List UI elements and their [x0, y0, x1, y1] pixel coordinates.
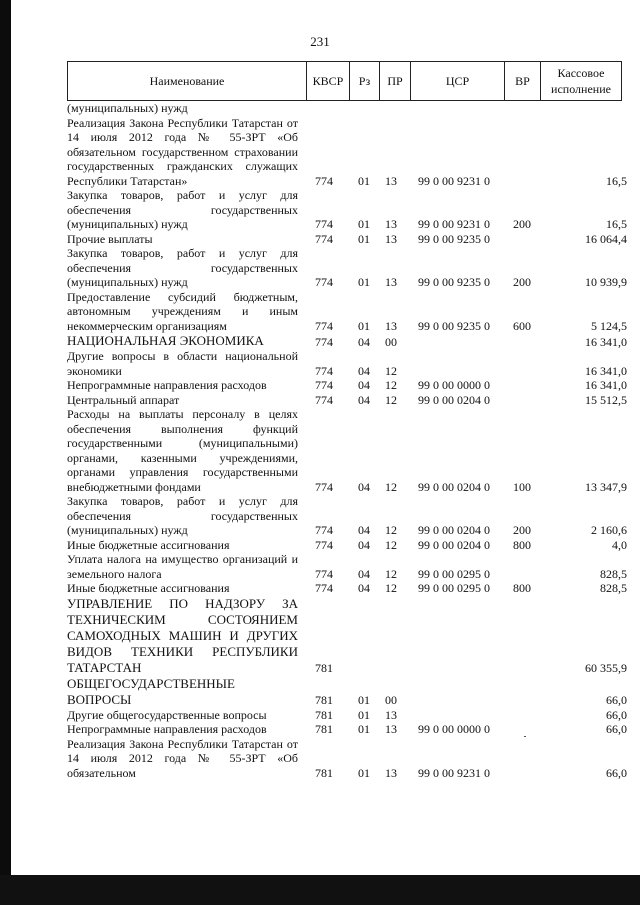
row-kvsr: 774	[315, 334, 333, 349]
row-name: Закупка товаров, работ и услуг для обеспечения государственных (муниципальных) нужд	[67, 188, 298, 231]
row-kvsr: 774	[315, 363, 333, 378]
row-amount: 16,5	[606, 217, 627, 231]
row-pr: 12	[385, 566, 397, 581]
row-csr: 99 0 00 9231 0	[418, 217, 490, 231]
row-csr: 99 0 00 9231 0	[418, 765, 490, 780]
row-vr: 200	[513, 217, 531, 231]
row-rz: 01	[358, 275, 370, 289]
row-csr: 99 0 00 9231 0	[418, 173, 490, 188]
table-row	[67, 708, 627, 723]
row-pr: 13	[385, 231, 397, 246]
row-pr: 13	[385, 217, 397, 231]
row-amount: 60 355,9	[585, 661, 627, 675]
row-pr: 12	[385, 479, 397, 494]
row-csr: 99 0 00 0295 0	[418, 581, 490, 595]
row-kvsr: 774	[315, 318, 333, 333]
header-rz: Рз	[350, 62, 380, 100]
table-row	[67, 393, 627, 408]
row-csr: 99 0 00 9235 0	[418, 231, 490, 246]
header-kvsr: КВСР	[307, 62, 350, 100]
row-pr: 12	[385, 581, 397, 595]
scan-speck	[524, 736, 526, 737]
row-kvsr: 774	[315, 275, 333, 289]
table-row	[67, 116, 627, 189]
row-name: Непрограммные направления расходов	[67, 722, 267, 736]
row-rz: 04	[358, 479, 370, 494]
row-rz: 04	[358, 566, 370, 581]
row-amount: 828,5	[600, 581, 627, 595]
row-vr: 800	[513, 537, 531, 552]
row-rz: 01	[358, 707, 370, 722]
row-rz: 01	[358, 765, 370, 780]
budget-table-body	[67, 101, 627, 780]
row-amount: 16 064,4	[585, 231, 627, 246]
row-name: Закупка товаров, работ и услуг для обеспечения государственных (муниципальных) нужд	[67, 246, 298, 289]
table-row	[67, 494, 627, 538]
row-kvsr: 774	[315, 581, 333, 595]
row-csr: 99 0 00 9235 0	[418, 275, 490, 289]
row-kvsr: 774	[315, 566, 333, 581]
table-row	[67, 737, 627, 781]
row-csr: 99 0 00 9235 0	[418, 318, 490, 333]
row-name: Непрограммные направления расходов	[67, 378, 267, 392]
row-rz: 04	[358, 581, 370, 595]
header-vr: ВР	[505, 62, 541, 100]
row-csr: 99 0 00 0204 0	[418, 479, 490, 494]
scan-left-edge	[0, 0, 11, 905]
row-name: Закупка товаров, работ и услуг для обеспечения государственных (муниципальных) нужд	[67, 494, 298, 537]
row-csr: 99 0 00 0204 0	[418, 523, 490, 537]
row-pr: 12	[385, 523, 397, 537]
table-row	[67, 188, 627, 232]
row-rz: 01	[358, 217, 370, 231]
row-vr: 600	[513, 318, 531, 333]
row-rz: 04	[358, 392, 370, 407]
row-vr: 200	[513, 523, 531, 537]
row-name: УПРАВЛЕНИЕ ПО НАДЗОРУ ЗА ТЕХНИЧЕСКИМ СОСТОЯНИЕМ САМОХОДНЫХ МАШИН И ДРУГИХ ВИДОВ ТЕХНИКИ РЕСПУБЛИКИ ТАТАРСТАН	[67, 595, 298, 675]
row-kvsr: 774	[315, 173, 333, 188]
table-header	[67, 61, 622, 101]
table-row	[67, 722, 627, 737]
row-pr: 00	[385, 693, 397, 707]
row-pr: 13	[385, 318, 397, 333]
row-rz: 04	[358, 378, 370, 392]
row-amount: 66,0	[606, 693, 627, 707]
table-row	[67, 596, 627, 676]
row-kvsr: 774	[315, 479, 333, 494]
table-row	[67, 349, 627, 378]
row-pr: 13	[385, 173, 397, 188]
row-csr: 99 0 00 0000 0	[418, 722, 490, 736]
header-pr: ПР	[380, 62, 411, 100]
row-name: ОБЩЕГОСУДАРСТВЕННЫЕ ВОПРОСЫ	[67, 675, 235, 707]
row-kvsr: 781	[315, 722, 333, 736]
row-rz: 04	[358, 334, 370, 349]
row-pr: 12	[385, 378, 397, 392]
row-name: Уплата налога на имущество организаций и земельного налога	[67, 552, 298, 581]
table-row	[67, 232, 627, 247]
row-vr: 200	[513, 275, 531, 289]
row-rz: 04	[358, 363, 370, 378]
row-csr: 99 0 00 0000 0	[418, 378, 490, 392]
row-kvsr: 781	[315, 693, 333, 707]
table-row	[67, 246, 627, 290]
row-amount: 16,5	[606, 173, 627, 188]
row-rz: 04	[358, 537, 370, 552]
row-pr: 12	[385, 392, 397, 407]
row-pr: 13	[385, 722, 397, 736]
header-name: Наименование	[68, 62, 307, 100]
row-name: НАЦИОНАЛЬНАЯ ЭКОНОМИКА	[67, 333, 264, 348]
row-pr: 13	[385, 765, 397, 780]
row-rz: 01	[358, 318, 370, 333]
table-row	[67, 676, 627, 708]
row-name: Другие общегосударственные вопросы	[67, 707, 267, 722]
page-number: 231	[310, 34, 330, 49]
row-rz: 01	[358, 173, 370, 188]
row-name: Прочие выплаты	[67, 231, 153, 246]
table-row	[67, 378, 627, 393]
row-name: Предоставление субсидий бюджетным, автономным учреждениям и иным некоммерческим организациям	[67, 289, 298, 333]
row-kvsr: 781	[315, 661, 333, 675]
row-amount: 66,0	[606, 765, 627, 780]
row-kvsr: 774	[315, 392, 333, 407]
row-pr: 00	[385, 334, 397, 349]
row-pr: 12	[385, 363, 397, 378]
row-csr: 99 0 00 0204 0	[418, 537, 490, 552]
scan-bottom-edge	[0, 875, 640, 905]
row-name: Реализация Закона Республики Татарстан от 14 июля 2012 года № 55-ЗРТ «Об обязательном	[67, 736, 298, 780]
row-kvsr: 774	[315, 231, 333, 246]
row-name: Иные бюджетные ассигнования	[67, 581, 230, 595]
row-amount: 13 347,9	[585, 479, 627, 494]
row-amount: 5 124,5	[591, 318, 627, 333]
header-csr: ЦСР	[411, 62, 505, 100]
row-name: Другие вопросы в области национальной экономики	[67, 349, 298, 378]
row-pr: 12	[385, 537, 397, 552]
row-rz: 01	[358, 722, 370, 736]
table-row	[67, 101, 627, 116]
row-kvsr: 774	[315, 537, 333, 552]
row-kvsr: 781	[315, 765, 333, 780]
row-kvsr: 774	[315, 217, 333, 231]
row-amount: 2 160,6	[591, 523, 627, 537]
row-amount: 66,0	[606, 722, 627, 736]
row-amount: 828,5	[600, 566, 627, 581]
row-amount: 15 512,5	[585, 392, 627, 407]
row-amount: 16 341,0	[585, 334, 627, 349]
row-kvsr: 774	[315, 378, 333, 392]
row-rz: 01	[358, 231, 370, 246]
table-row	[67, 290, 627, 334]
table-row	[67, 538, 627, 553]
row-vr: 800	[513, 581, 531, 595]
table-row	[67, 333, 627, 349]
row-amount: 16 341,0	[585, 378, 627, 392]
row-pr: 13	[385, 275, 397, 289]
row-amount: 10 939,9	[585, 275, 627, 289]
row-name: Расходы на выплаты персоналу в целях обеспечения выполнения функций государственными (муниципальными) органами, казенными учреждениями, органами управления государственными внебюджетными фондами	[67, 407, 298, 494]
table-row	[67, 552, 627, 581]
row-vr: 100	[513, 479, 531, 494]
row-name: (муниципальных) нужд	[67, 101, 188, 115]
row-csr: 99 0 00 0295 0	[418, 566, 490, 581]
row-kvsr: 774	[315, 523, 333, 537]
table-row	[67, 581, 627, 596]
row-name: Реализация Закона Республики Татарстан от 14 июля 2012 года № 55-ЗРТ «Об обязательном государственном страховании государственных гражданских служащих Республики Татарстан»	[67, 115, 298, 188]
header-amount: Кассовое исполнение	[551, 66, 611, 96]
row-rz: 01	[358, 693, 370, 707]
row-rz: 04	[358, 523, 370, 537]
row-name: Иные бюджетные ассигнования	[67, 537, 230, 552]
row-amount: 66,0	[606, 707, 627, 722]
row-csr: 99 0 00 0204 0	[418, 392, 490, 407]
row-kvsr: 781	[315, 707, 333, 722]
row-name: Центральный аппарат	[67, 392, 180, 407]
row-amount: 4,0	[612, 537, 627, 552]
table-row	[67, 407, 627, 494]
row-pr: 13	[385, 707, 397, 722]
row-amount: 16 341,0	[585, 363, 627, 378]
